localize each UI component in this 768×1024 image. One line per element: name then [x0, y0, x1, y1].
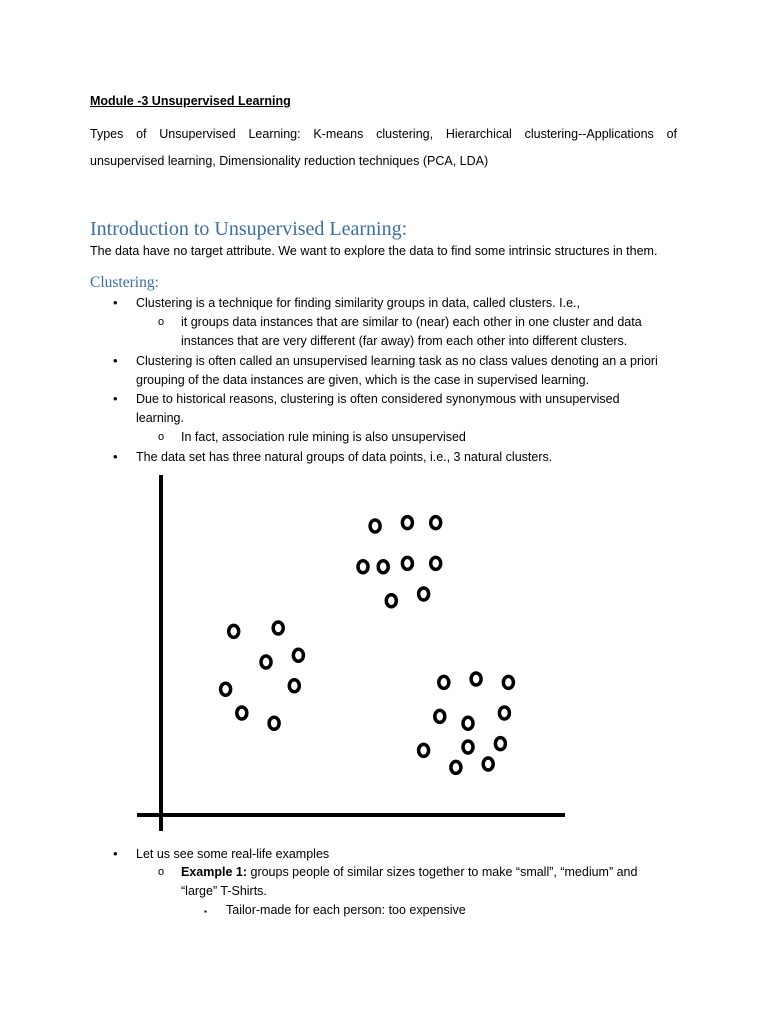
- data-point-cluster-top-1: [402, 517, 412, 529]
- intro-line-1: Types of Unsupervised Learning: K-means clustering, Hierarchical clustering--Applications of: [90, 127, 677, 141]
- bullet-marker: •: [113, 391, 118, 406]
- bullet-3-line-1: Due to historical reasons, clustering is often considered synonymous with unsupervised: [136, 392, 620, 406]
- bullet-marker: •: [113, 449, 118, 464]
- data-point-cluster-top-5: [402, 557, 412, 569]
- data-point-cluster-top-3: [358, 561, 368, 573]
- data-point-cluster-top-7: [386, 595, 396, 607]
- data-point-cluster-left-3: [293, 649, 303, 661]
- data-point-cluster-right-6: [419, 744, 429, 756]
- data-point-cluster-left-0: [229, 625, 239, 637]
- bullet-3-sub: In fact, association rule mining is also unsupervised: [181, 430, 466, 444]
- sub-bullet-marker: o: [158, 431, 165, 443]
- bullet-marker: •: [113, 295, 118, 310]
- data-point-cluster-right-9: [451, 761, 461, 773]
- bullet-marker: •: [113, 846, 118, 861]
- bullet-5-text: Let us see some real-life examples: [136, 847, 330, 861]
- bullet-1-text: Clustering is a technique for finding similarity groups in data, called clusters. I.e.,: [136, 296, 580, 310]
- section-lead: The data have no target attribute. We want to explore the data to find some intrinsic structures in them.: [90, 244, 658, 258]
- data-point-cluster-left-1: [273, 622, 283, 634]
- example-1-label: Example 1:: [181, 865, 248, 879]
- data-point-cluster-left-6: [237, 707, 247, 719]
- data-point-cluster-top-8: [419, 588, 429, 600]
- data-point-cluster-right-1: [471, 673, 481, 685]
- bullet-2-line-1: Clustering is often called an unsupervised learning task as no class values denoting an a priori: [136, 354, 658, 368]
- data-point-cluster-right-5: [499, 707, 509, 719]
- bullet-3-line-2: learning.: [136, 411, 184, 425]
- data-point-cluster-right-0: [439, 676, 449, 688]
- bullet-1-sub-line-2: instances that are very different (far away) from each other into different clusters.: [181, 334, 628, 348]
- data-point-cluster-top-6: [431, 557, 441, 569]
- data-point-cluster-top-4: [378, 561, 388, 573]
- section-heading: Introduction to Unsupervised Learning:: [90, 218, 408, 240]
- bullet-marker: •: [113, 353, 118, 368]
- data-point-cluster-top-2: [431, 517, 441, 529]
- example-1-sub-text: Tailor-made for each person: too expensive: [226, 903, 466, 917]
- data-point-cluster-top-0: [370, 520, 380, 532]
- sub-bullet-marker: o: [158, 316, 165, 328]
- data-point-cluster-right-2: [503, 676, 513, 688]
- sub-sub-bullet-marker: ▪: [204, 907, 207, 916]
- data-point-cluster-right-8: [495, 738, 505, 750]
- intro-line-2: unsupervised learning, Dimensionality reduction techniques (PCA, LDA): [90, 154, 489, 168]
- example-1-line-1: [181, 863, 637, 882]
- example-1-text: groups people of similar sizes together to make “small”, “medium” and: [247, 865, 638, 879]
- data-point-cluster-right-7: [463, 741, 473, 753]
- sub-bullet-marker: o: [158, 866, 165, 878]
- subsection-heading: Clustering:: [90, 274, 159, 291]
- example-1-line-2: “large” T-Shirts.: [181, 884, 267, 898]
- bullet-1-sub-line-1: it groups data instances that are similar to (near) each other in one cluster and data: [181, 315, 642, 329]
- module-title: Module -3 Unsupervised Learning: [90, 94, 291, 108]
- data-point-cluster-right-10: [483, 758, 493, 770]
- data-point-cluster-left-2: [261, 656, 271, 668]
- data-point-cluster-left-4: [221, 683, 231, 695]
- data-point-cluster-left-7: [269, 717, 279, 729]
- data-point-cluster-right-3: [435, 710, 445, 722]
- data-point-cluster-right-4: [463, 717, 473, 729]
- data-point-cluster-left-5: [289, 680, 299, 692]
- data-points: [221, 517, 514, 774]
- bullet-4-text: The data set has three natural groups of data points, i.e., 3 natural clusters.: [136, 450, 553, 464]
- bullet-2-line-2: grouping of the data instances are given, which is the case in supervised learning.: [136, 373, 590, 387]
